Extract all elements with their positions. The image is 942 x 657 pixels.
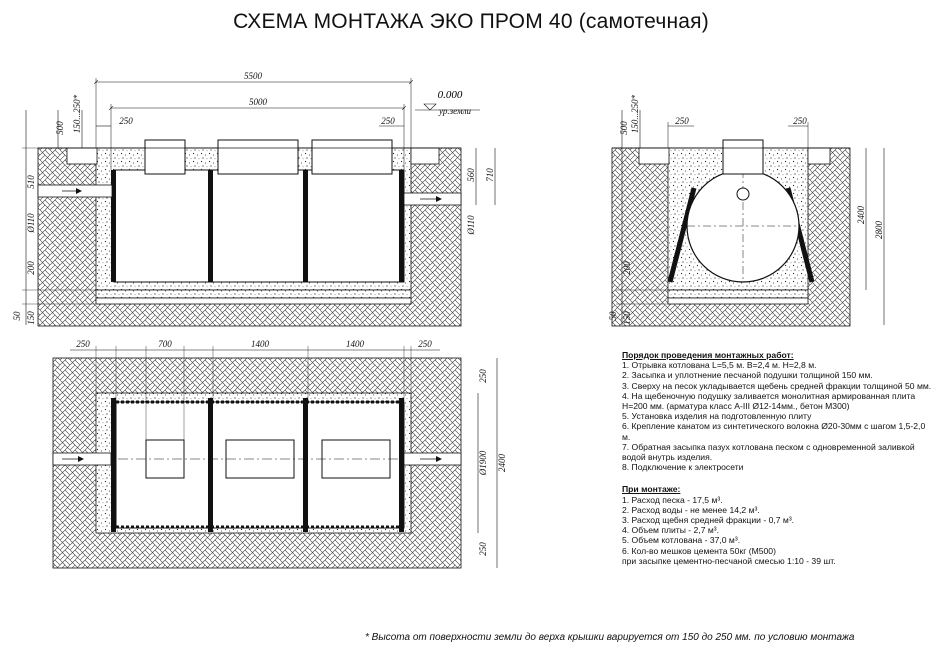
- installation-notes: [622, 350, 932, 566]
- dim-1400-plan-b: 1400: [346, 339, 364, 349]
- dim-500: 500: [55, 121, 65, 135]
- front-section: [22, 78, 495, 326]
- dim-250-plan-top: 250: [478, 369, 488, 383]
- dim-d110-right: Ø110: [466, 215, 476, 235]
- dim-200-side: 200: [622, 261, 632, 275]
- dim-150-side: 150: [622, 311, 632, 325]
- page-title: СХЕМА МОНТАЖА ЭКО ПРОМ 40 (самотечная): [233, 10, 709, 33]
- works-item: 6. Крепление канатом из синтетического волокна Ø20-30мм с шагом 1,5-2,0 м.: [622, 421, 926, 442]
- works-header: Порядок проведения монтажных работ:: [622, 350, 794, 360]
- works-item: 5. Установка изделия на подготовленную плиту: [622, 411, 812, 422]
- dim-250-right: 250: [381, 116, 395, 126]
- footnote: * Высота от поверхности земли до верха крышки варируется от 150 до 250 мм. по условию монтажа: [365, 632, 855, 643]
- mount-item: 3. Расход щебня средней фракции - 0,7 м³.: [622, 515, 795, 526]
- dim-560: 560: [466, 168, 476, 182]
- level-label: ур.земли: [438, 106, 472, 116]
- works-item: 8. Подключение к электросети: [622, 462, 744, 473]
- dim-50-side: 50: [608, 311, 618, 321]
- works-item: 7. Обратная засыпка пазух котлована песком с одновременной заливкой водой внутрь изделия.: [622, 441, 915, 463]
- dim-250-plan-bottom: 250: [478, 542, 488, 556]
- level-value: 0.000: [437, 89, 463, 101]
- mount-item: 1. Расход песка - 17,5 м³.: [622, 494, 723, 505]
- plan-view: [53, 346, 497, 568]
- dim-250-plan-right: 250: [418, 339, 432, 349]
- mount-item: 4. Объем плиты - 2,7 м³.: [622, 525, 720, 536]
- dim-700-plan: 700: [158, 339, 172, 349]
- dim-d110-left: Ø110: [26, 213, 36, 233]
- dim-710: 710: [485, 168, 495, 182]
- works-item: 2. Засыпка и уплотнение песчаной подушки толщиной 150 мм.: [622, 370, 873, 381]
- dim-d1900-plan: Ø1900: [478, 450, 488, 476]
- mount-item: 5. Объем котлована - 37,0 м³.: [622, 535, 741, 546]
- dim-250-side-right: 250: [793, 116, 807, 126]
- dim-50: 50: [12, 311, 22, 321]
- dim-510: 510: [26, 175, 36, 189]
- side-section: [612, 110, 884, 326]
- dim-150-250-side: 150...250*: [630, 94, 640, 134]
- works-item: 3. Сверху на песок укладывается щебень средней фракции толщиной 50 мм.: [622, 380, 932, 391]
- dim-200: 200: [26, 261, 36, 275]
- dim-250-left: 250: [119, 116, 133, 126]
- dim-150-250: 150...250*: [72, 94, 82, 134]
- dim-5000: 5000: [249, 97, 267, 107]
- works-item: 4. На щебеночную подушку заливается монолитная армированная плита Н=200 мм. (арматура класс А-III Ø12-14мм., бетон М300): [622, 390, 916, 412]
- mount-item: при засыпке цементно-песчаной смесью 1:10 - 39 шт.: [622, 555, 836, 566]
- works-item: 1. Отрывка котлована L=5,5 м. В=2,4 м. Н=2,8 м.: [622, 360, 817, 371]
- dim-150: 150: [26, 311, 36, 325]
- dim-500-side: 500: [619, 121, 629, 135]
- dim-1400-plan-a: 1400: [251, 339, 269, 349]
- mount-item: 2. Расход воды - не менее 14,2 м³.: [622, 504, 760, 515]
- mount-header: При монтаже:: [622, 484, 681, 495]
- mount-item: 6. Кол-во мешков цемента 50кг (М500): [622, 545, 776, 556]
- dim-2800-side: 2800: [874, 221, 884, 239]
- dim-2400-side: 2400: [856, 206, 866, 224]
- dim-2400-plan: 2400: [497, 454, 507, 472]
- dim-250-plan-left: 250: [76, 339, 90, 349]
- dim-250-side-left: 250: [675, 116, 689, 126]
- dim-5500: 5500: [244, 71, 262, 81]
